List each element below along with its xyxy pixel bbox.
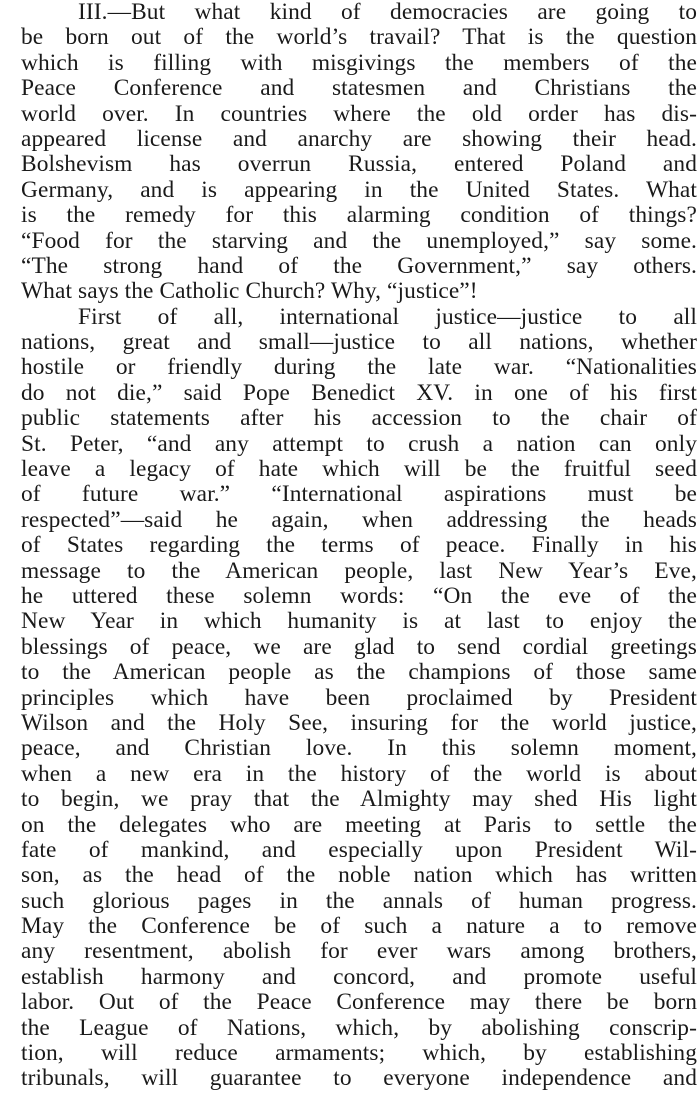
text-line: to the American people as the champions of those same: [21, 660, 697, 686]
text-line: Germany, and is appearing in the United States. What: [21, 177, 697, 203]
document-page: [21, 0, 697, 1092]
text-line: labor. Out of the Peace Conference may there be born: [21, 990, 697, 1016]
text-line: principles which have been proclaimed by President: [21, 685, 697, 711]
text-line: Bolshevism has overrun Russia, entered Poland and: [21, 152, 697, 178]
text-line: is the remedy for this alarming condition of things?: [21, 203, 697, 229]
text-line: son, as the head of the noble nation which has written: [21, 863, 697, 889]
text-line: nations, great and small—justice to all nations, whether: [21, 330, 697, 356]
text-line: What says the Catholic Church? Why, “justice”!: [21, 279, 478, 305]
text-line: be born out of the world’s travail? That is the question: [21, 25, 697, 51]
text-line: the League of Nations, which, by abolishing conscrip-: [21, 1015, 697, 1041]
text-line: message to the American people, last New Year’s Eve,: [21, 558, 697, 584]
text-line: establish harmony and concord, and promote useful: [21, 964, 697, 990]
text-line: respected”—said he again, when addressing the heads: [21, 507, 697, 533]
text-line: to begin, we pray that the Almighty may shed His light: [21, 787, 697, 813]
text-line: he uttered these solemn words: “On the eve of the: [21, 583, 697, 609]
text-line: when a new era in the history of the world is about: [21, 761, 697, 787]
text-line: any resentment, abolish for ever wars among brothers,: [21, 939, 697, 965]
text-line: III.—But what kind of democracies are going to: [78, 0, 697, 25]
text-line: public statements after his accession to the chair of: [21, 406, 697, 432]
text-line: leave a legacy of hate which will be the fruitful seed: [21, 457, 697, 483]
text-line: “The strong hand of the Government,” say others.: [21, 253, 697, 279]
text-line: peace, and Christian love. In this solemn moment,: [21, 736, 697, 762]
text-line: New Year in which humanity is at last to enjoy the: [21, 609, 697, 635]
text-line: blessings of peace, we are glad to send cordial greetings: [21, 634, 697, 660]
paragraph-democracies: [21, 0, 697, 305]
paragraph-international-justice: [21, 305, 697, 1092]
text-line: St. Peter, “and any attempt to crush a nation can only: [21, 431, 697, 457]
text-line: of future war.” “International aspirations must be: [21, 482, 697, 508]
text-line: “Food for the starving and the unemployed,” say some.: [21, 228, 697, 254]
text-line: of States regarding the terms of peace. Finally in his: [21, 533, 697, 559]
text-line: which is filling with misgivings the members of the: [21, 50, 697, 76]
text-line: world over. In countries where the old order has dis-: [21, 101, 697, 127]
text-line: Wilson and the Holy See, insuring for the world justice,: [21, 710, 697, 736]
text-line: tribunals, will guarantee to everyone independence and: [21, 1066, 697, 1092]
text-line: May the Conference be of such a nature a to remove: [21, 914, 697, 940]
text-line: tion, will reduce armaments; which, by establishing: [21, 1041, 697, 1067]
text-line: hostile or friendly during the late war. “Nationalities: [21, 355, 697, 381]
text-line: First of all, international justice—justice to all: [78, 304, 697, 330]
text-line: on the delegates who are meeting at Paris to settle the: [21, 812, 697, 838]
text-line: do not die,” said Pope Benedict XV. in one of his first: [21, 380, 697, 406]
text-line: appeared license and anarchy are showing their head.: [21, 126, 697, 152]
text-line: such glorious pages in the annals of human progress.: [21, 888, 697, 914]
text-line: Peace Conference and statesmen and Christians the: [21, 76, 697, 102]
text-line: fate of mankind, and especially upon President Wil-: [21, 837, 697, 863]
